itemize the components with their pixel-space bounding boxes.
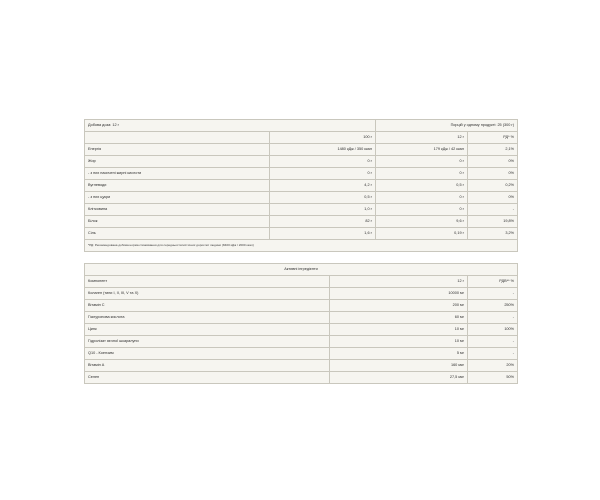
- nutrient-rd-percent: 3,2%: [468, 228, 518, 240]
- ingredient-dose: 10000 мг: [330, 288, 468, 300]
- nutrient-per-serving: 0 г: [376, 168, 468, 180]
- nutrient-per-100g: 1480 кДж / 350 ккал: [270, 144, 376, 156]
- nutrient-name: Клітковина: [85, 204, 270, 216]
- active-ingredients-table: [84, 263, 518, 384]
- nutrient-rd-percent: 0%: [468, 168, 518, 180]
- table-row: [85, 144, 518, 156]
- column-header-dose: 12 г: [330, 276, 468, 288]
- nutrition-tables-container: [84, 119, 517, 384]
- ingredient-rd-percent: -: [468, 288, 518, 300]
- ingredient-dose: 200 мг: [330, 300, 468, 312]
- nutrient-per-100g: 0 г: [270, 168, 376, 180]
- nutrient-rd-percent: 19,8%: [468, 216, 518, 228]
- table-row: [85, 216, 518, 228]
- ingredient-dose: 160 мкг: [330, 360, 468, 372]
- ingredient-rd-percent: 50%: [468, 372, 518, 384]
- nutrition-facts-table: [84, 119, 518, 252]
- ingredient-name: Гіалуронова кислота: [85, 312, 330, 324]
- nutrient-rd-percent: -: [468, 204, 518, 216]
- table-row: [85, 228, 518, 240]
- ingredient-dose: 10 мг: [330, 324, 468, 336]
- ingredient-name: Вітамін C: [85, 300, 330, 312]
- ingredient-name: Гідролізат яєчної шкаралупи: [85, 336, 330, 348]
- table-row: [85, 312, 518, 324]
- ingredient-rd-percent: 250%: [468, 300, 518, 312]
- table-row: [85, 168, 518, 180]
- table-row: [85, 360, 518, 372]
- nutrient-rd-percent: 0,2%: [468, 180, 518, 192]
- nutrient-rd-percent: 0%: [468, 192, 518, 204]
- ingredient-dose: 10 мг: [330, 336, 468, 348]
- nutrient-per-serving: 9,6 г: [376, 216, 468, 228]
- ingredient-rd-percent: -: [468, 348, 518, 360]
- nutrient-name: Вуглеводи: [85, 180, 270, 192]
- table-row: [85, 192, 518, 204]
- rd-footnote: *РД: Рекомендована добова норма споживання для середньостатистичної дорослої людини (8400 кДж / 2000 ккал): [85, 240, 518, 252]
- table-row-serving-info: [85, 120, 518, 132]
- ingredient-name: Q10 - Коензим: [85, 348, 330, 360]
- nutrient-per-100g: 1,6 г: [270, 228, 376, 240]
- table-row: [85, 372, 518, 384]
- active-ingredients-title: Активні інгредієнти: [85, 264, 518, 276]
- column-header-per-serving: 12 г: [376, 132, 468, 144]
- nutrient-per-100g: 1,0 г: [270, 204, 376, 216]
- table-row: [85, 156, 518, 168]
- nutrient-name: - з них насичені жирні кислоти: [85, 168, 270, 180]
- nutrient-rd-percent: 2,1%: [468, 144, 518, 156]
- ingredient-dose: 5 мг: [330, 348, 468, 360]
- nutrient-name: Білок: [85, 216, 270, 228]
- nutrient-per-serving: 0 г: [376, 156, 468, 168]
- ingredient-rd-percent: 100%: [468, 324, 518, 336]
- table-row: [85, 348, 518, 360]
- nutrient-name: Жир: [85, 156, 270, 168]
- ingredient-dose: 60 мг: [330, 312, 468, 324]
- nutrient-rd-percent: 0%: [468, 156, 518, 168]
- ingredient-name: Цинк: [85, 324, 330, 336]
- table-row: [85, 288, 518, 300]
- column-header-rd-percent: РД* %: [468, 132, 518, 144]
- servings-per-container-label: Порцій у одному продукті: 25 (300 г): [376, 120, 518, 132]
- table-row: [85, 324, 518, 336]
- nutrient-per-serving: 0 г: [376, 192, 468, 204]
- nutrient-per-100g: 4,2 г: [270, 180, 376, 192]
- nutrient-per-serving: 0,19 г: [376, 228, 468, 240]
- nutrient-per-serving: 0,5 г: [376, 180, 468, 192]
- table-row: [85, 204, 518, 216]
- table-row-section-title: [85, 264, 518, 276]
- table-row: [85, 336, 518, 348]
- column-header-component: Компонент: [85, 276, 330, 288]
- nutrient-per-serving: 179 кДж / 42 ккал: [376, 144, 468, 156]
- ingredient-name: Селен: [85, 372, 330, 384]
- nutrient-name: - з них цукри: [85, 192, 270, 204]
- nutrient-name: Сіль: [85, 228, 270, 240]
- nutrient-per-100g: 82 г: [270, 216, 376, 228]
- table-row-column-headers: [85, 132, 518, 144]
- table-row-column-headers: [85, 276, 518, 288]
- ingredient-rd-percent: -: [468, 312, 518, 324]
- nutrient-per-100g: 0,5 г: [270, 192, 376, 204]
- ingredient-name: Вітамін A: [85, 360, 330, 372]
- table-row-footnote: [85, 240, 518, 252]
- column-header-name: [85, 132, 270, 144]
- table-row: [85, 180, 518, 192]
- ingredient-rd-percent: 20%: [468, 360, 518, 372]
- ingredient-dose: 27,5 мкг: [330, 372, 468, 384]
- ingredient-rd-percent: -: [468, 336, 518, 348]
- table-row: [85, 300, 518, 312]
- ingredient-name: Колаген (типи I, II, III, V та X): [85, 288, 330, 300]
- nutrient-per-serving: 0 г: [376, 204, 468, 216]
- nutrient-per-100g: 0 г: [270, 156, 376, 168]
- nutrient-name: Енергія: [85, 144, 270, 156]
- serving-size-label: Добова доза: 12 г: [85, 120, 376, 132]
- column-header-per-100g: 100 г: [270, 132, 376, 144]
- column-header-rd-percent: РДВ** %: [468, 276, 518, 288]
